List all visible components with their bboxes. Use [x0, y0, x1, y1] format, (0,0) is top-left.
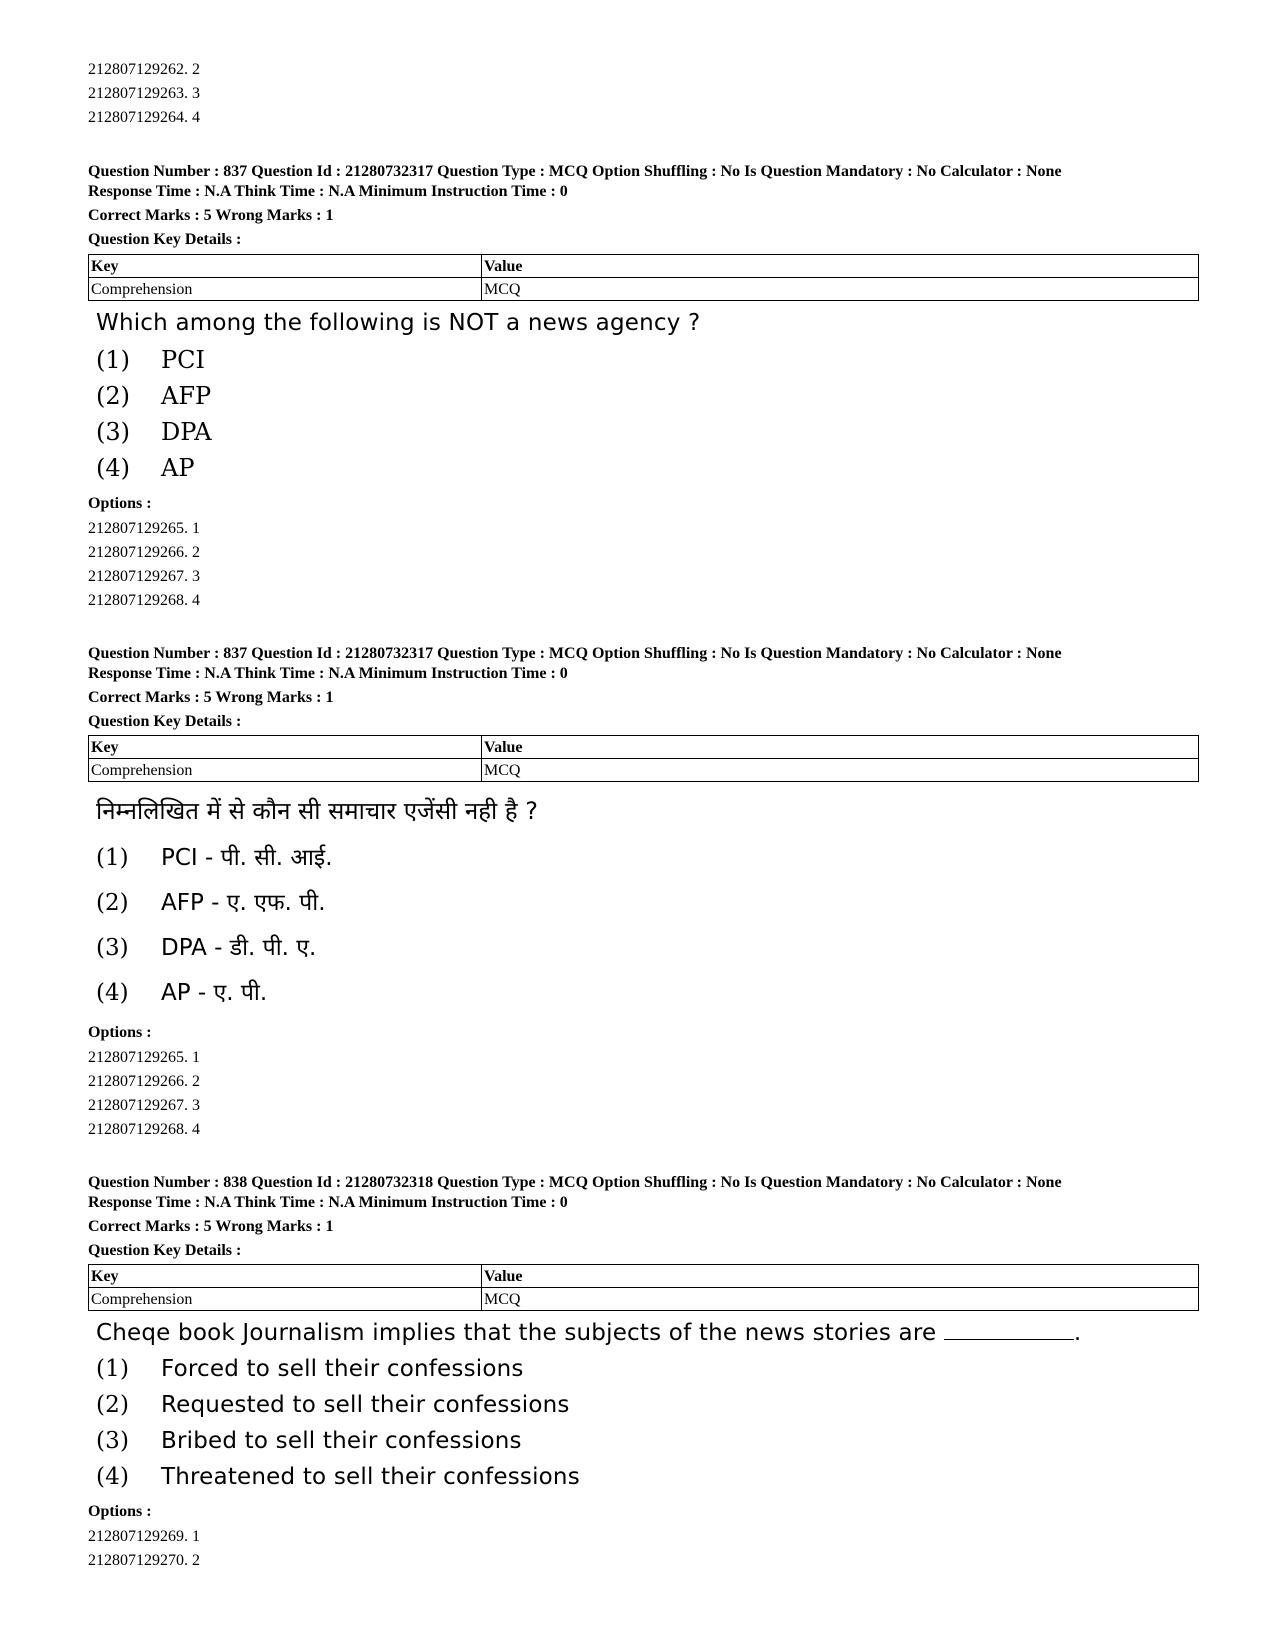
option-line: 212807129270. 2 [88, 1552, 200, 1569]
answer-blank [944, 1321, 1074, 1340]
question-timing: Response Time : N.A Think Time : N.A Minimum Instruction Time : 0 [88, 1194, 568, 1211]
table-cell-value: MCQ [482, 278, 1199, 301]
answer-choice: (2) Requested to sell their confessions [96, 1392, 570, 1418]
question-header: Question Number : 837 Question Id : 21280732317 Question Type : MCQ Option Shuffling : No Is Question Mandatory : No Calculator : None [88, 163, 1062, 180]
options-label: Options : [88, 495, 152, 512]
key-value-table [88, 1264, 1199, 1311]
answer-choice: (1) PCI - पी. सी. आई. [96, 845, 333, 871]
option-line: 212807129264. 4 [88, 109, 200, 126]
table-cell-value: MCQ [482, 759, 1199, 782]
option-line: 212807129266. 2 [88, 544, 200, 561]
table-header-key: Key [89, 1265, 482, 1288]
table-header-value: Value [482, 1265, 1199, 1288]
option-line: 212807129265. 1 [88, 1049, 200, 1066]
question-text: निम्नलिखित में से कौन सी समाचार एजेंसी नही है ? [96, 797, 538, 825]
answer-choice: (3) Bribed to sell their confessions [96, 1428, 522, 1454]
answer-choice: (3) DPA - डी. पी. ए. [96, 935, 317, 961]
key-value-table [88, 735, 1199, 782]
table-header-value: Value [482, 255, 1199, 278]
table-header-key: Key [89, 736, 482, 759]
key-details-label: Question Key Details : [88, 231, 242, 248]
question-header: Question Number : 837 Question Id : 21280732317 Question Type : MCQ Option Shuffling : No Is Question Mandatory : No Calculator : None [88, 645, 1062, 662]
table-header-value: Value [482, 736, 1199, 759]
option-line: 212807129263. 3 [88, 85, 200, 102]
answer-choice: (1) Forced to sell their confessions [96, 1356, 524, 1382]
answer-choice: (2) AFP - ए. एफ. पी. [96, 890, 326, 916]
option-line: 212807129265. 1 [88, 520, 200, 537]
question-timing: Response Time : N.A Think Time : N.A Minimum Instruction Time : 0 [88, 665, 568, 682]
question-text: Cheqe book Journalism implies that the subjects of the news stories are . [96, 1320, 1082, 1346]
key-details-label: Question Key Details : [88, 1242, 242, 1259]
option-line: 212807129268. 4 [88, 592, 200, 609]
option-line: 212807129268. 4 [88, 1121, 200, 1138]
question-timing: Response Time : N.A Think Time : N.A Minimum Instruction Time : 0 [88, 183, 568, 200]
question-marks: Correct Marks : 5 Wrong Marks : 1 [88, 1218, 334, 1235]
table-header-key: Key [89, 255, 482, 278]
question-marks: Correct Marks : 5 Wrong Marks : 1 [88, 689, 334, 706]
key-details-label: Question Key Details : [88, 713, 242, 730]
answer-choice: (1) PCI [96, 346, 205, 374]
option-line: 212807129267. 3 [88, 1097, 200, 1114]
question-text: Which among the following is NOT a news agency ? [96, 310, 701, 336]
table-cell-key: Comprehension [89, 759, 482, 782]
option-line: 212807129262. 2 [88, 61, 200, 78]
option-line: 212807129267. 3 [88, 568, 200, 585]
question-header: Question Number : 838 Question Id : 21280732318 Question Type : MCQ Option Shuffling : No Is Question Mandatory : No Calculator : None [88, 1174, 1062, 1191]
answer-choice: (2) AFP [96, 382, 212, 410]
answer-choice: (4) AP [96, 454, 195, 482]
key-value-table [88, 254, 1199, 301]
options-label: Options : [88, 1024, 152, 1041]
option-line: 212807129266. 2 [88, 1073, 200, 1090]
table-cell-key: Comprehension [89, 278, 482, 301]
answer-choice: (3) DPA [96, 418, 212, 446]
options-label: Options : [88, 1503, 152, 1520]
table-cell-key: Comprehension [89, 1288, 482, 1311]
answer-choice: (4) Threatened to sell their confessions [96, 1464, 580, 1490]
option-line: 212807129269. 1 [88, 1528, 200, 1545]
answer-choice: (4) AP - ए. पी. [96, 980, 268, 1006]
question-marks: Correct Marks : 5 Wrong Marks : 1 [88, 207, 334, 224]
table-cell-value: MCQ [482, 1288, 1199, 1311]
